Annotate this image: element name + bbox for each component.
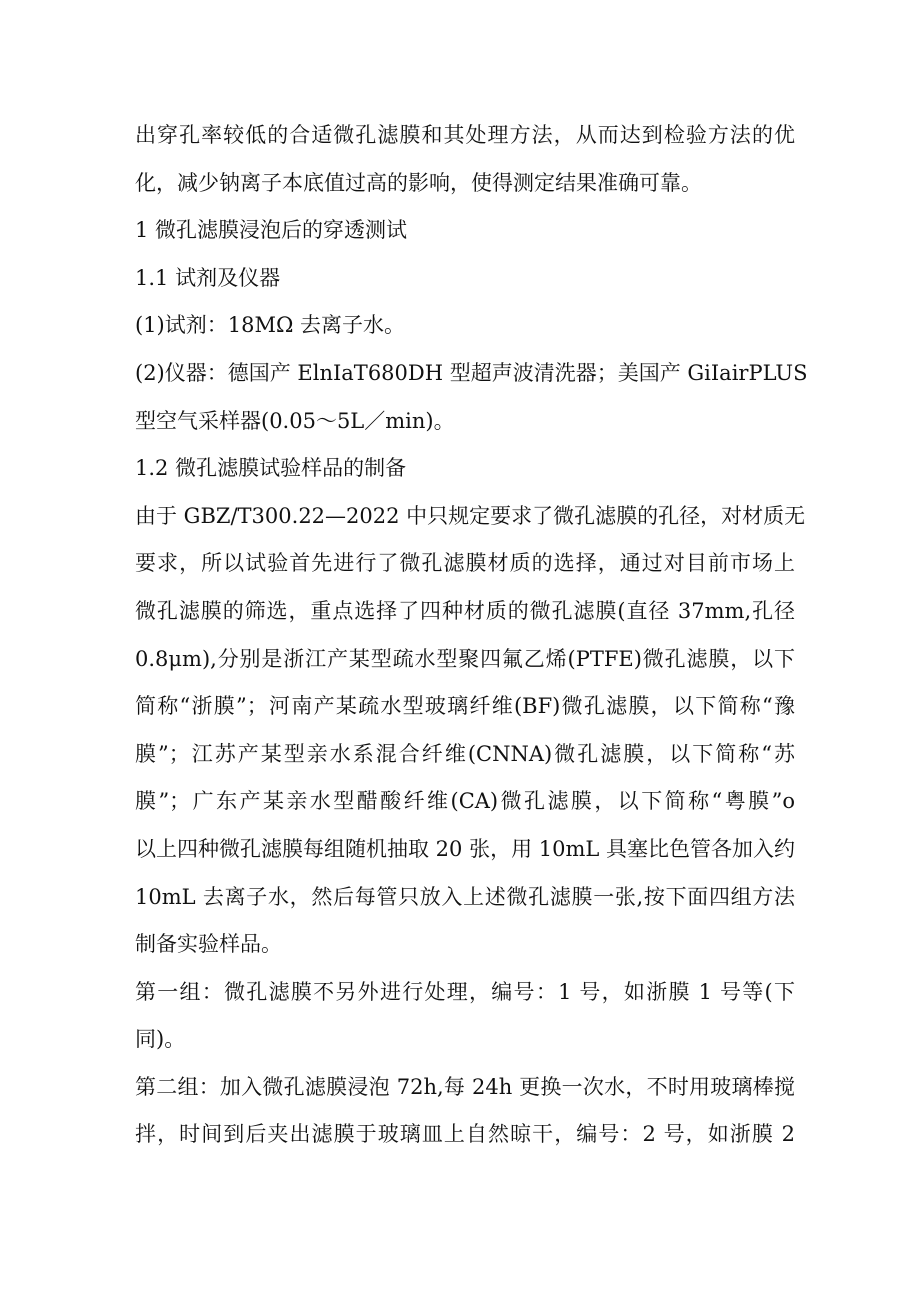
sample-paragraph: [135, 826, 795, 969]
preparation-paragraph: [135, 493, 806, 826]
section-heading-1-2: 1.2 微孔滤膜试验样品的制备: [135, 456, 407, 481]
group-2-paragraph: [135, 1064, 795, 1159]
text-line: 简称“浙膜”；河南产某疏水型玻璃纤维(BF)微孔滤膜，以下简称“豫: [135, 694, 796, 719]
section-heading-1: 1 微孔滤膜浸泡后的穿透测试: [135, 218, 408, 243]
text-line: 微孔滤膜的筛选，重点选择了四种材质的微孔滤膜(直径 37mm,孔径: [135, 598, 795, 623]
intro-paragraph: [135, 112, 795, 207]
text-line: 以上四种微孔滤膜每组随机抽取 20 张，用 10mL 具塞比色管各加入约: [135, 836, 796, 861]
text-line: 第二组：加入微孔滤膜浸泡 72h,每 24h 更换一次水，不时用玻璃棒搅: [135, 1074, 795, 1099]
instrument-paragraph: [135, 350, 808, 445]
text-line: (2)仪器：德国产 ElnIaT680DH 型超声波清洗器；美国产 GiIairPLUS: [135, 360, 808, 385]
document-body: [135, 112, 808, 1159]
text-line: 第一组：微孔滤膜不另外进行处理，编号：1 号，如浙膜 1 号等(下: [135, 979, 795, 1004]
text-line: 制备实验样品。: [135, 932, 282, 957]
reagent-line: (1)试剂：18MΩ 去离子水。: [135, 313, 406, 338]
text-line: 要求，所以试验首先进行了微孔滤膜材质的选择，通过对目前市场上: [135, 551, 795, 576]
text-line: 型空气采样器(0.05～5L／min)。: [135, 408, 455, 433]
text-line: 膜”；江苏产某型亲水系混合纤维(CNNA)微孔滤膜，以下简称“苏: [135, 741, 795, 766]
text-line: 同)。: [135, 1027, 186, 1052]
group-1-paragraph: [135, 969, 795, 1064]
text-line: 0.8μm),分别是浙江产某型疏水型聚四氟乙烯(PTFE)微孔滤膜，以下: [135, 646, 795, 671]
text-line: 拌，时间到后夹出滤膜于玻璃皿上自然晾干，编号：2 号，如浙膜 2: [135, 1122, 795, 1147]
text-line: 膜”；广东产某亲水型醋酸纤维(CA)微孔滤膜，以下简称“粤膜”o: [135, 789, 795, 814]
section-heading-1-1: 1.1 试剂及仪器: [135, 265, 281, 290]
text-line: 10mL 去离子水，然后每管只放入上述微孔滤膜一张,按下面四组方法: [135, 884, 795, 909]
text-line: 化，减少钠离子本底值过高的影响，使得测定结果准确可靠。: [135, 170, 702, 195]
text-line: 由于 GBZ/T300.22—2022 中只规定要求了微孔滤膜的孔径，对材质无: [135, 503, 806, 528]
text-line: 出穿孔率较低的合适微孔滤膜和其处理方法，从而达到检验方法的优: [135, 123, 795, 147]
